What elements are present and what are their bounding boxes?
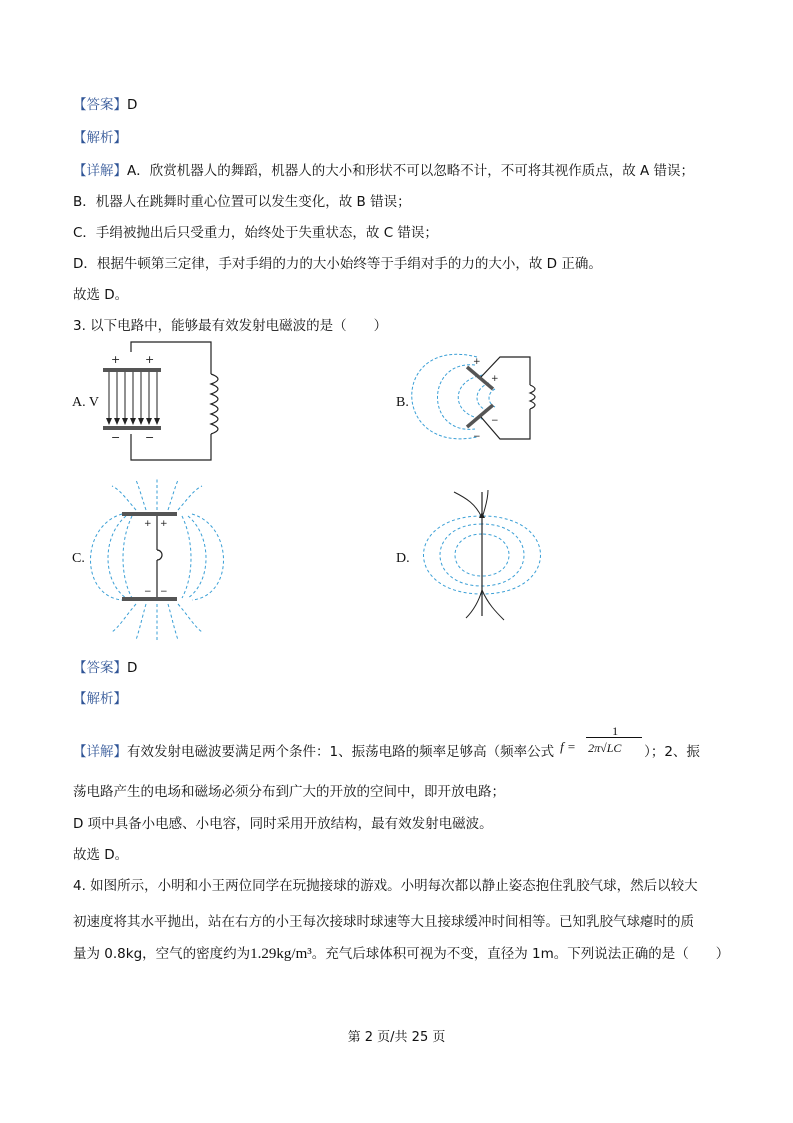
plus-sign: + xyxy=(160,519,168,529)
minus-sign: − xyxy=(145,431,155,444)
option-a-label: A. V xyxy=(72,395,99,410)
answer-line xyxy=(73,96,137,114)
detail-line-a: 【详解】A．欣赏机器人的舞蹈，机器人的大小和形状不可以忽略不计，不可将其视作质点，故 A 错误； xyxy=(73,163,695,179)
frequency-formula: f = 1 2π√LC xyxy=(560,738,640,756)
detail-line-2: 荡电路产生的电场和磁场必须分布到广大的开放的空间中，即开放电路； xyxy=(73,784,505,800)
detail-label: 【详解】 xyxy=(73,744,127,760)
plus-sign: + xyxy=(491,374,499,384)
option-c-label: C. xyxy=(72,551,85,566)
detail-line-c: C．手绢被抛出后只受重力，始终处于失重状态，故 C 错误； xyxy=(73,225,438,241)
answer-label: 【答案】 xyxy=(73,660,127,676)
plus-sign: + xyxy=(473,357,481,367)
plus-sign: + xyxy=(111,353,121,366)
detail-line-d: D．根据牛顿第三定律，手对手绢的力的大小始终等于手绢对手的力的大小，故 D 正确。 xyxy=(73,256,602,272)
plus-sign: + xyxy=(145,353,155,366)
conclusion: 故选 D。 xyxy=(73,287,129,303)
answer-value: D xyxy=(127,660,138,676)
plus-sign: + xyxy=(144,519,152,529)
analysis-label: 【解析】 xyxy=(73,691,127,707)
question-3-stem: 3. 以下电路中，能够最有效发射电磁波的是（ ） xyxy=(73,318,388,334)
option-b-label: B. xyxy=(396,395,409,410)
question-4-line-3: 量为 0.8kg，空气的密度约为1.29kg/m³。充气后球体积可视为不变，直径为 1m。下列说法正确的是（ ） xyxy=(73,946,730,962)
minus-sign: − xyxy=(473,432,481,442)
answer-value: D xyxy=(127,97,138,113)
option-d-label: D. xyxy=(396,551,410,566)
detail-line-1: 【详解】有效发射电磁波要满足两个条件：1、振荡电路的频率足够高（频率公式 f = 1 2π√LC ）；2、振 xyxy=(73,724,700,760)
detail-line-3: D 项中具备小电感、小电容，同时采用开放结构，最有效发射电磁波。 xyxy=(73,816,493,832)
top-plate xyxy=(103,368,161,372)
analysis-label: 【解析】 xyxy=(73,130,127,146)
minus-sign: − xyxy=(144,587,152,597)
minus-sign: − xyxy=(160,587,168,597)
detail-label: 【详解】 xyxy=(73,163,127,179)
figure-a-circuit xyxy=(95,338,230,466)
figure-d-antenna xyxy=(416,486,546,622)
bottom-plate xyxy=(103,426,161,430)
detail-line-b: B．机器人在跳舞时重心位置可以发生变化，故 B 错误； xyxy=(73,194,411,210)
conclusion: 故选 D。 xyxy=(73,847,129,863)
page-footer: 第 2 页/共 25 页 xyxy=(347,1030,446,1045)
figure-b-circuit xyxy=(415,345,545,450)
question-4-line-1: 4. 如图所示，小明和小王两位同学在玩抛接球的游戏。小明每次都以静止姿态抱住乳胶气球，然后以较大 xyxy=(73,878,698,894)
air-density-value: 1.29kg/m³ xyxy=(250,946,312,962)
minus-sign: − xyxy=(491,416,499,426)
answer-line xyxy=(73,659,137,677)
figure-c-circuit xyxy=(92,476,222,644)
question-4-line-2: 初速度将其水平抛出，站在右方的小王每次接球时球速等大且接球缓冲时间相等。已知乳胶气球瘪时的质 xyxy=(73,914,694,930)
answer-label: 【答案】 xyxy=(73,97,127,113)
minus-sign: − xyxy=(111,431,121,444)
